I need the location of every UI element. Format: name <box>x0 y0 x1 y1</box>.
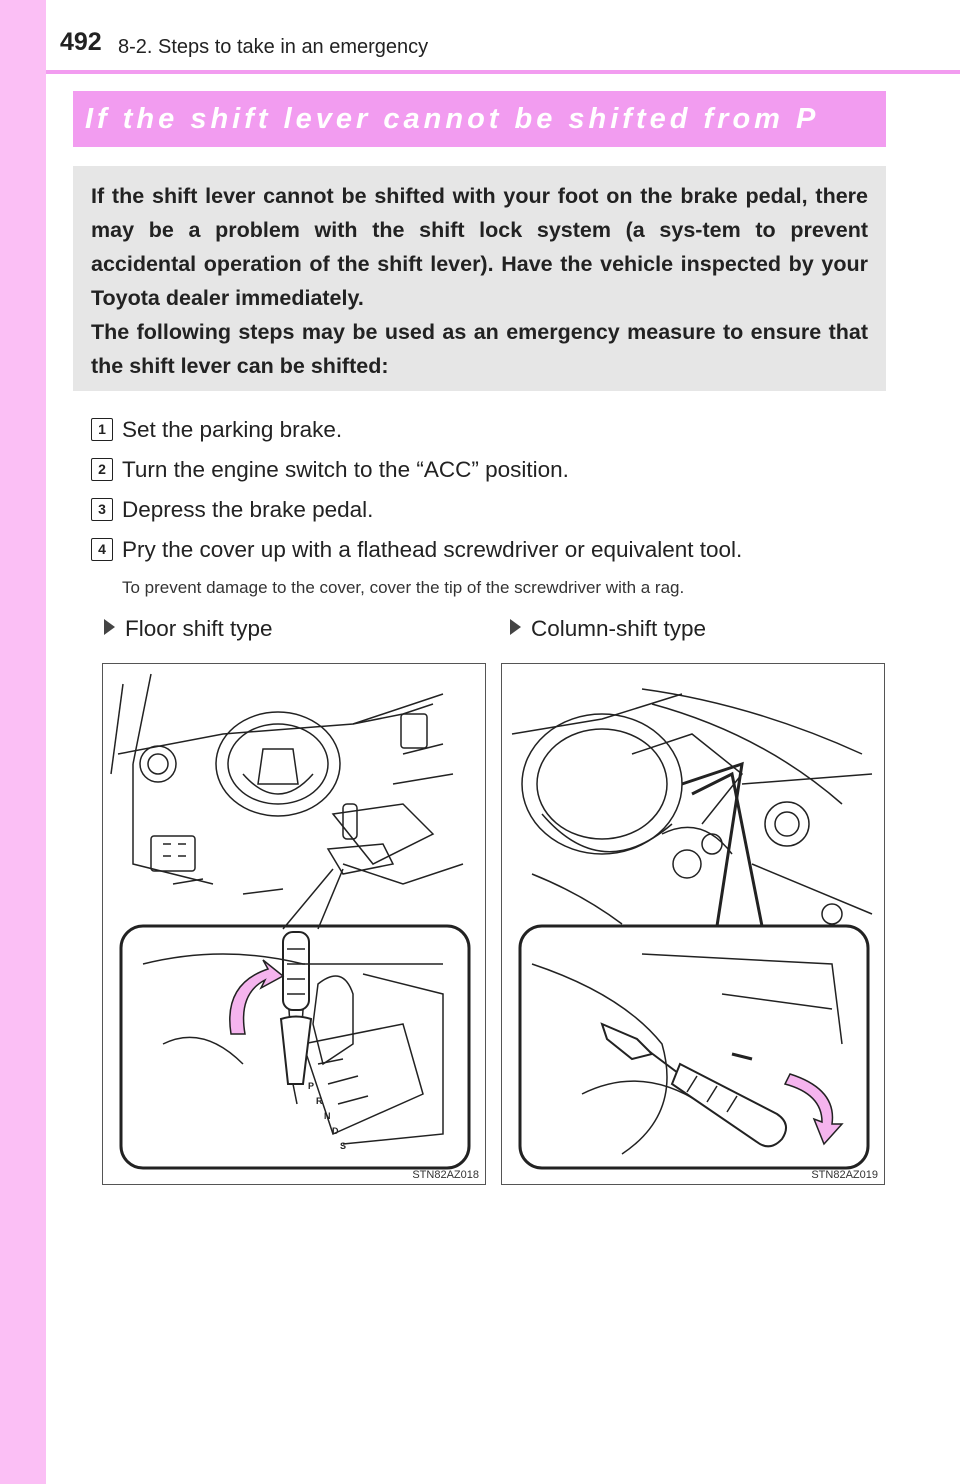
step-text: Pry the cover up with a flathead screwdriver or equivalent tool. <box>122 537 743 562</box>
step-text: Set the parking brake. <box>122 417 343 442</box>
gear-indicator <box>308 1081 346 1151</box>
step-number-badge: 1 <box>91 418 113 441</box>
intro-paragraph-1: If the shift lever cannot be shifted with your foot on the brake pedal, there may be a problem with the shift lock system (a sys-tem to prevent accidental operation of the shift lever). Have the vehicle inspected by your Toyota dealer immediately. <box>91 184 868 310</box>
step-text: Depress the brake pedal. <box>122 497 374 522</box>
step-number-badge: 3 <box>91 498 113 521</box>
variant-column-shift <box>510 616 706 642</box>
triangle-arrow-icon <box>510 619 521 635</box>
header-rule <box>46 70 960 74</box>
gear-letter: D <box>332 1126 339 1136</box>
intro-box <box>73 166 886 391</box>
step-number-badge: 2 <box>91 458 113 481</box>
intro-paragraph-2: The following steps may be used as an emergency measure to ensure that the shift lever can be shifted: <box>91 320 868 378</box>
gear-letter: S <box>340 1141 347 1151</box>
variant-label: Floor shift type <box>125 616 273 641</box>
side-tab-strip <box>0 0 46 1484</box>
variant-floor-shift <box>104 616 273 642</box>
step-text: Turn the engine switch to the “ACC” position. <box>122 457 569 482</box>
triangle-arrow-icon <box>104 619 115 635</box>
curved-arrow-icon <box>785 1074 842 1144</box>
gear-letter: R <box>316 1096 323 1106</box>
column-shift-illustration <box>502 664 885 1185</box>
figure-column-shift <box>501 663 885 1185</box>
curved-arrow-icon <box>230 960 283 1034</box>
figure-id: STN82AZ018 <box>412 1169 479 1181</box>
step-4-note: To prevent damage to the cover, cover the tip of the screwdriver with a rag. <box>122 578 685 597</box>
figure-id: STN82AZ019 <box>811 1169 878 1181</box>
step-number-badge: 4 <box>91 538 113 561</box>
section-title: If the shift lever cannot be shifted from P <box>73 91 886 147</box>
floor-shift-illustration <box>103 664 486 1185</box>
gear-letter: P <box>308 1081 315 1091</box>
figure-floor-shift <box>102 663 486 1185</box>
chapter-title: 8-2. Steps to take in an emergency <box>118 36 429 58</box>
page-number: 492 <box>60 28 102 56</box>
variant-label: Column-shift type <box>531 616 707 641</box>
gear-letter: N <box>324 1111 331 1121</box>
